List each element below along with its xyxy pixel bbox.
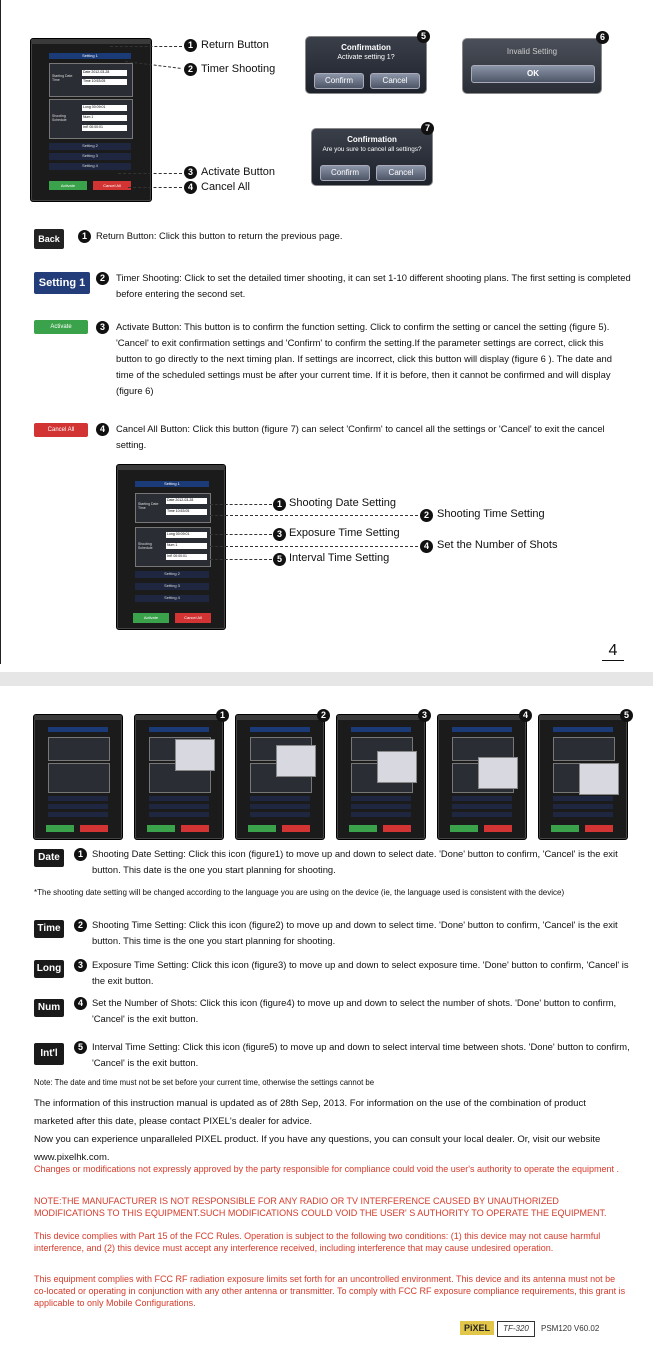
num-field[interactable]: Num 1 — [166, 543, 207, 549]
setting-1-row: Setting 1 — [135, 481, 209, 487]
back-chip: Back — [34, 229, 64, 249]
num-field[interactable]: Num 1 — [82, 115, 127, 121]
item-return-text: Return Button: Click this button to return the previous page. — [96, 230, 343, 241]
activate-button[interactable]: Activate — [133, 613, 169, 623]
setting-2-row — [553, 796, 613, 801]
activate-button — [551, 825, 579, 832]
callout-line-return — [110, 46, 182, 47]
dialog-title: Confirmation — [341, 43, 391, 52]
thumbnail-phone-2 — [134, 714, 224, 840]
picker-overlay — [377, 751, 417, 783]
thumbnail-phone-1 — [33, 714, 123, 840]
date-field[interactable]: Date 2012-03-28 — [82, 70, 127, 76]
time-field[interactable]: Time 10:53:05 — [166, 509, 207, 515]
confirmation-dialog-activate — [305, 36, 427, 94]
callout-timer: Timer Shooting — [201, 63, 276, 75]
setting-3-row[interactable]: Setting 3 — [49, 153, 131, 160]
invalid-setting-dialog — [462, 38, 602, 94]
status-bar — [337, 715, 425, 720]
time-chip: Time — [34, 920, 64, 938]
activate-button — [46, 825, 74, 832]
callout2-marker-5: 5 — [273, 553, 286, 566]
item2-marker-5: 5 — [74, 1041, 87, 1054]
phone-screenshot-settings — [116, 464, 226, 630]
setting-2-row — [452, 796, 512, 801]
item2-marker-1: 1 — [74, 848, 87, 861]
picker-overlay — [276, 745, 316, 777]
cancel-button[interactable]: Cancel — [376, 165, 426, 181]
picker-overlay — [579, 763, 619, 795]
date-panel — [135, 493, 211, 523]
callout-shooting-time: Shooting Time Setting — [437, 508, 545, 520]
date-field[interactable]: Date 2012-03-28 — [166, 498, 207, 504]
callout-line-cancel — [128, 187, 182, 188]
confirm-button[interactable]: Confirm — [314, 73, 364, 89]
cancel-all-button[interactable]: Cancel All — [93, 181, 131, 190]
status-bar — [117, 465, 225, 470]
setting-4-row — [149, 812, 209, 817]
marker-5: 5 — [417, 30, 430, 43]
schedule-panel — [49, 99, 133, 139]
setting-3-row — [351, 804, 411, 809]
activate-chip: Activate — [34, 320, 88, 334]
callout-return: Return Button — [201, 39, 269, 51]
setting-2-row — [351, 796, 411, 801]
cancel-all-button — [282, 825, 310, 832]
activate-button — [147, 825, 175, 832]
cancel-button[interactable]: Cancel — [370, 73, 420, 89]
setting-3-row — [553, 804, 613, 809]
confirmation-dialog-cancel-all — [311, 128, 433, 186]
callout-line-date — [210, 504, 272, 505]
int-field[interactable]: Int'l 00:00:01 — [82, 125, 127, 131]
confirm-button[interactable]: Confirm — [320, 165, 370, 181]
callout2-marker-3: 3 — [273, 528, 286, 541]
callout-line-activate — [118, 173, 182, 174]
setting-3-row — [149, 804, 209, 809]
item-activate-text: Activate Button: This button is to confirm the function setting. Click to confirm the setting or cancel the setting (figure 5). 'Cancel' to exit confirmation settings and 'Confirm' to confirm the setting.If the parameter settings are correct, click this button to go directly to the next timing plan. If settings are incorrect, click this button will display (figure 6 ). The date and time of the scheduled settings must be after your current time. If it is before, then it cannot be confirmed and will display (figure 6) — [116, 321, 612, 396]
setting-1-row — [351, 727, 411, 732]
schedule-panel — [48, 763, 110, 793]
setting-3-row[interactable]: Setting 3 — [135, 583, 209, 590]
marker-2: 2 — [184, 63, 197, 76]
callout-line-time — [210, 515, 418, 516]
picker-overlay — [478, 757, 518, 789]
activate-button — [450, 825, 478, 832]
callout-activate: Activate Button — [201, 166, 275, 178]
starting-date-time-label: Starting Date Time — [138, 502, 159, 510]
fcc-changes-text: Changes or modifications not expressly approved by the party responsible for compliance could void the user's authority to operate the equipment . — [34, 1164, 620, 1174]
item-timer-text: Timer Shooting: Click to set the detailed timer shooting, it can set 1-10 different shooting plans. The first setting is completed before entering the second set. — [116, 272, 631, 299]
setting-4-row — [48, 812, 108, 817]
item-cancel-all-text: Cancel All Button: Click this button (figure 7) can select 'Confirm' to cancel all the settings or 'Cancel' to exit the cancel setting. — [116, 423, 605, 450]
item-marker-4: 4 — [96, 423, 109, 436]
marker-4: 4 — [184, 181, 197, 194]
item-marker-1: 1 — [78, 230, 91, 243]
activate-button — [248, 825, 276, 832]
marker-7: 7 — [421, 122, 434, 135]
pixel-logo: PiXEL — [460, 1321, 494, 1335]
setting-1-row — [250, 727, 310, 732]
product-logo: TF-320 — [497, 1321, 535, 1337]
status-bar — [236, 715, 324, 720]
shooting-schedule-label: Shooting Schedule — [138, 542, 153, 550]
thumbnail-phone-3 — [235, 714, 325, 840]
dialog-message: Activate setting 1? — [337, 54, 395, 61]
setting-1-chip: Setting 1 — [34, 272, 90, 294]
long-field[interactable]: Long 00:09:01 — [166, 532, 207, 538]
note-text: Note: The date and time must not be set before your current time, otherwise the settings cannot be — [34, 1078, 375, 1087]
callout2-marker-4: 4 — [420, 540, 433, 553]
setting-2-row[interactable]: Setting 2 — [49, 143, 131, 150]
item-time-text: Shooting Time Setting: Click this icon (figure2) to move up and down to select time. 'Done' button to confirm, 'Cancel' is the exit button. This time is the one you start planning for shooting. — [92, 919, 618, 946]
activate-button[interactable]: Activate — [49, 181, 87, 190]
date-panel — [553, 737, 615, 761]
status-bar — [438, 715, 526, 720]
setting-4-row[interactable]: Setting 4 — [135, 595, 209, 602]
activate-button — [349, 825, 377, 832]
model-text: PSM120 V60.02 — [541, 1324, 600, 1333]
date-panel — [49, 63, 133, 97]
invalid-title: Invalid Setting — [506, 47, 558, 56]
thumbnail-marker-2: 2 — [317, 709, 330, 722]
setting-4-row — [452, 812, 512, 817]
callout-line-interval — [210, 559, 272, 560]
cancel-all-button — [484, 825, 512, 832]
item2-marker-2: 2 — [74, 919, 87, 932]
item-marker-2: 2 — [96, 272, 109, 285]
setting-2-row — [149, 796, 209, 801]
status-bar — [31, 39, 151, 44]
callout-line-exposure — [210, 534, 272, 535]
marker-6: 6 — [596, 31, 609, 44]
callout-line-number — [210, 546, 418, 547]
setting-4-row — [351, 812, 411, 817]
long-chip: Long — [34, 960, 64, 978]
picker-overlay — [175, 739, 215, 771]
setting-4-row — [250, 812, 310, 817]
item2-marker-3: 3 — [74, 959, 87, 972]
thumbnail-phone-4 — [336, 714, 426, 840]
setting-2-row — [250, 796, 310, 801]
setting-1-row: Setting 1 — [49, 53, 131, 59]
status-bar — [135, 715, 223, 720]
cancel-all-button — [585, 825, 613, 832]
setting-2-row[interactable]: Setting 2 — [135, 571, 209, 578]
cancel-all-button — [383, 825, 411, 832]
callout-number-of-shots: Set the Number of Shots — [437, 539, 558, 551]
marker-1: 1 — [184, 39, 197, 52]
shooting-schedule-label: Shooting Schedule — [52, 114, 67, 122]
callout2-marker-2: 2 — [420, 509, 433, 522]
setting-1-row — [149, 727, 209, 732]
setting-3-row — [250, 804, 310, 809]
thumbnail-phone-5 — [437, 714, 527, 840]
setting-2-row — [48, 796, 108, 801]
date-chip: Date — [34, 849, 64, 867]
item-date-text: Shooting Date Setting: Click this icon (figure1) to move up and down to select date. 'Done' button to confirm, 'Cancel' is the exit button. This date is the one you start planning for shooting. — [92, 848, 618, 875]
dialog-title: Confirmation — [347, 135, 397, 144]
thumbnail-phone-6 — [538, 714, 628, 840]
thumbnail-marker-3: 3 — [418, 709, 431, 722]
page-number: 4 — [602, 642, 624, 661]
callout-exposure-time: Exposure Time Setting — [289, 527, 400, 539]
cancel-all-button[interactable]: Cancel All — [175, 613, 211, 623]
setting-1-row — [553, 727, 613, 732]
item-intl-text: Interval Time Setting: Click this icon (figure5) to move up and down to select interval time between shots. 'Done' button to confirm, 'Cancel' is the exit button. — [92, 1041, 630, 1068]
callout-shooting-date: Shooting Date Setting — [289, 497, 397, 509]
schedule-panel — [135, 527, 211, 567]
status-bar — [539, 715, 627, 720]
thumbnail-marker-5: 5 — [620, 709, 633, 722]
fcc-manufacturer-note: NOTE:THE MANUFACTURER IS NOT RESPONSIBLE FOR ANY RADIO OR TV INTERFERENCE CAUSED BY UNAUTHORIZED MODIFICATIONS TO THIS EQUIPMENT.SUCH MODIFICATIONS COULD VOID THE USER' S AUTHORITY TO OPERATE THE EQUIPMENT. — [34, 1196, 607, 1218]
fcc-part15-text: This device complies with Part 15 of the FCC Rules. Operation is subject to the following two conditions: (1) this device may not cause harmful interference, and (2) this device must accept any interference received, including interference that may cause undesired operation. — [34, 1231, 601, 1253]
callout-cancel-all: Cancel All — [201, 181, 250, 193]
dialog-message: Are you sure to cancel all settings? — [322, 146, 422, 153]
setting-4-row[interactable]: Setting 4 — [49, 163, 131, 170]
date-footnote: *The shooting date setting will be changed according to the language you are using on the device (ie, the language used is consistent with the device) — [34, 888, 565, 897]
starting-date-time-label: Starting Date Time — [52, 74, 73, 82]
time-field[interactable]: Time 10:53:05 — [82, 79, 127, 85]
callout2-marker-1: 1 — [273, 498, 286, 511]
setting-1-row — [452, 727, 512, 732]
item2-marker-4: 4 — [74, 997, 87, 1010]
item-num-text: Set the Number of Shots: Click this icon (figure4) to move up and down to select the number of shots. 'Done' button to confirm, 'Cancel' is the exit button. — [92, 997, 617, 1024]
long-field[interactable]: Long 00:09:01 — [82, 105, 127, 111]
cancel-all-button — [181, 825, 209, 832]
date-panel — [48, 737, 110, 761]
thumbnail-marker-4: 4 — [519, 709, 532, 722]
setting-4-row — [553, 812, 613, 817]
int-field[interactable]: Int'l 00:00:01 — [166, 554, 207, 560]
item-marker-3: 3 — [96, 321, 109, 334]
cancel-all-button — [80, 825, 108, 832]
fcc-rf-exposure-text: This equipment complies with FCC RF radiation exposure limits set forth for an uncontrolled environment. This device and its antenna must not be co-located or operating in conjunction with any other antenna or transmitter. To comply with FCC RF exposure compliance requirements, this grant is applicable to only Mobile Configurations. — [34, 1274, 626, 1308]
setting-1-row — [48, 727, 108, 732]
thumbnail-marker-1: 1 — [216, 709, 229, 722]
ok-button[interactable]: OK — [471, 65, 595, 83]
info-text-1: The information of this instruction manual is updated as of 28th Sep, 2013. For information on the use of the combination of product marketed after this date, please contact PIXEL's dealer for advice. — [34, 1098, 586, 1127]
marker-3: 3 — [184, 166, 197, 179]
num-chip: Num — [34, 999, 64, 1017]
status-bar — [34, 715, 122, 720]
page-divider — [0, 672, 653, 686]
setting-3-row — [452, 804, 512, 809]
info-text-2: Now you can experience unparalleled PIXEL product. If you have any questions, you can consult your local dealer. Or, visit our website www.pixelhk.com. — [34, 1134, 601, 1163]
callout-interval-time: Interval Time Setting — [289, 552, 390, 564]
item-long-text: Exposure Time Setting: Click this icon (figure3) to move up and down to select exposure time. 'Done' button to confirm, 'Cancel' is the exit button. — [92, 959, 629, 986]
intl-chip: Int'l — [34, 1043, 64, 1065]
cancel-all-chip: Cancel All — [34, 423, 88, 437]
setting-3-row — [48, 804, 108, 809]
